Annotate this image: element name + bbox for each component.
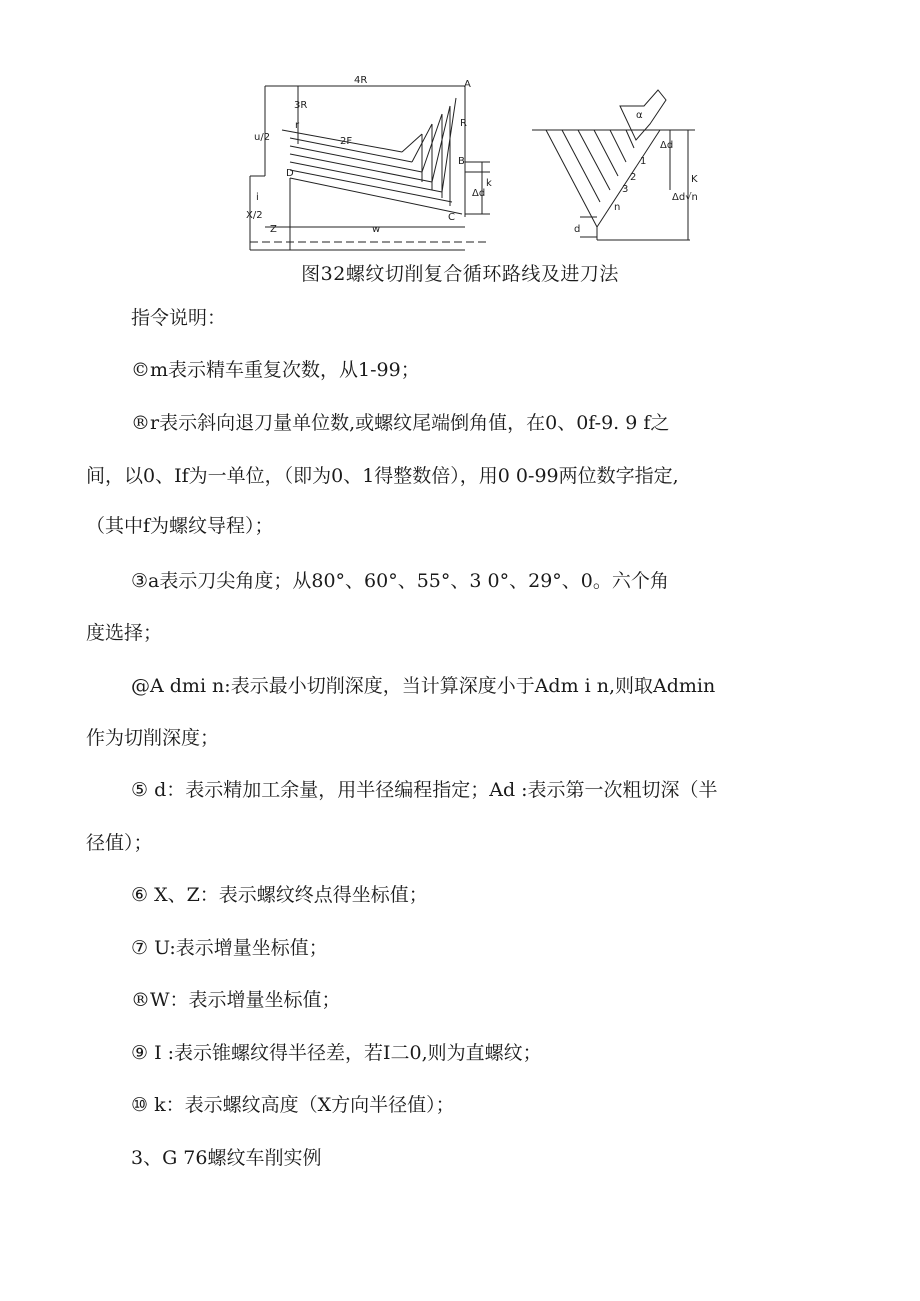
param-dmin-line2: 作为切削深度； bbox=[86, 727, 220, 749]
label-B: B bbox=[458, 156, 465, 167]
param-r-line3: （其中f为螺纹导程）； bbox=[86, 515, 274, 537]
label-alpha: α bbox=[636, 110, 643, 121]
label-Z: Z bbox=[270, 224, 277, 235]
label-i: i bbox=[256, 192, 259, 203]
param-a-line2: 度选择； bbox=[86, 622, 163, 644]
param-r-line2: 间，以0、If为一单位，（即为0、1得整数倍），用0 0-99两位数字指定, bbox=[86, 465, 679, 487]
label-delta-d: Δd bbox=[472, 188, 486, 199]
label-pass-1: 1 bbox=[640, 156, 647, 167]
label-C: C bbox=[448, 212, 455, 223]
param-w: ®W：表示增量坐标值； bbox=[131, 989, 341, 1011]
section-g76-example: 3、G 76螺纹车削实例 bbox=[131, 1147, 322, 1169]
label-X2: X/2 bbox=[246, 210, 263, 221]
label-3R: 3R bbox=[294, 100, 308, 111]
label-K: K bbox=[691, 174, 698, 185]
param-k: ⑩ k：表示螺纹高度（X方向半径值）； bbox=[131, 1094, 455, 1116]
param-m: ©m表示精车重复次数，从1-99； bbox=[131, 359, 420, 381]
label-d: d bbox=[574, 224, 581, 235]
label-D: D bbox=[286, 168, 294, 179]
param-r-line1: ®r表示斜向退刀量单位数,或螺纹尾端倒角值，在0、0f-9. 9 f之 bbox=[131, 412, 670, 434]
label-r: r bbox=[295, 120, 300, 131]
param-i: ⑨ I :表示锥螺纹得半径差，若I二0,则为直螺纹； bbox=[131, 1042, 542, 1064]
label-pass-3: 3 bbox=[622, 184, 629, 195]
param-xz: ⑥ X、Z：表示螺纹终点得坐标值； bbox=[131, 884, 428, 906]
label-u2: u/2 bbox=[254, 132, 271, 143]
param-u: ⑦ U:表示增量坐标值； bbox=[131, 937, 328, 959]
label-delta-d-sqrt-n: Δd√n bbox=[672, 192, 698, 203]
label-4R: 4R bbox=[354, 75, 368, 86]
label-pass-n: n bbox=[614, 202, 621, 213]
label-w: w bbox=[372, 224, 381, 235]
label-right-delta-d: Δd bbox=[660, 140, 674, 151]
label-R: R bbox=[460, 118, 467, 129]
label-k: k bbox=[486, 178, 492, 189]
label-2F: 2F bbox=[340, 136, 353, 147]
label-pass-2: 2 bbox=[630, 172, 637, 183]
instruction-heading: 指令说明： bbox=[131, 307, 227, 329]
thread-cycle-figure bbox=[246, 72, 710, 256]
figure-caption: 图32螺纹切削复合循环路线及进刀法 bbox=[301, 263, 619, 285]
param-d-line2: 径值）； bbox=[86, 832, 153, 854]
thread-cycle-diagram bbox=[246, 72, 710, 256]
param-a-line1: ③a表示刀尖角度；从80°、60°、55°、3 0°、29°、0。六个角 bbox=[131, 570, 669, 592]
label-A: A bbox=[464, 79, 471, 90]
param-d-line1: ⑤ d：表示精加工余量，用半径编程指定；Ad :表示第一次粗切深（半 bbox=[131, 779, 718, 801]
param-dmin-line1: @A dmi n:表示最小切削深度，当计算深度小于Adm i n,则取Admin bbox=[131, 675, 716, 697]
